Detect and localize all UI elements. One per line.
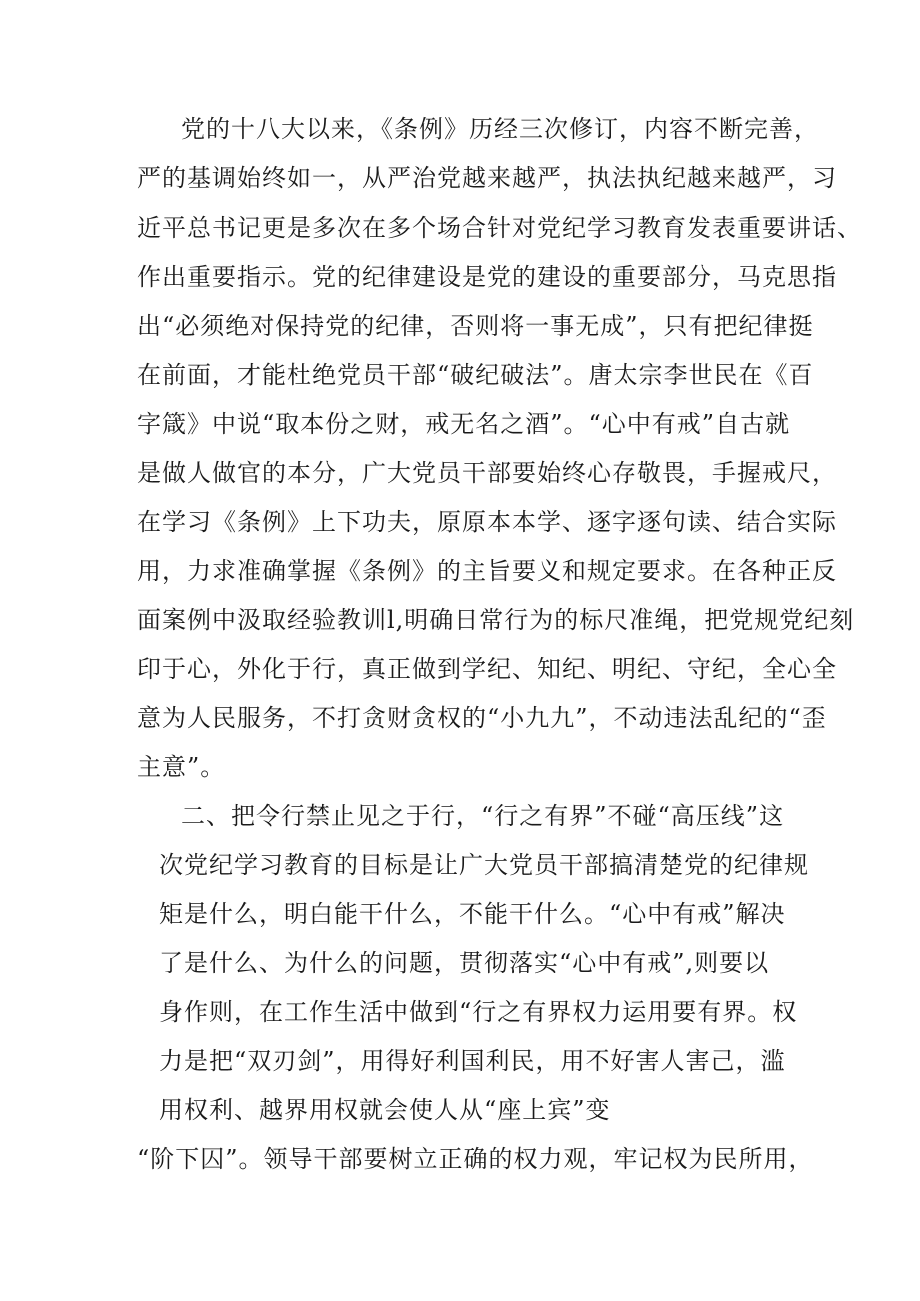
paragraph-2-line-3: 矩是什么，明白能干什么，不能干什么。“心中有戒”解决 <box>159 900 786 928</box>
paragraph-2-line-8: “阶下囚”。领导干部要树立正确的权力观，牢记权为民所用， <box>137 1145 814 1173</box>
paragraph-1-line-4: 作出重要指示。党的纪律建设是党的建设的重要部分，马克思指 <box>137 263 837 291</box>
paragraph-2-line-1: 二、把令行禁止见之于行，“行之有界”不碰“高压线”这 <box>181 802 785 830</box>
paragraph-1-line-14: 主意”。 <box>137 753 226 781</box>
paragraph-1-line-2: 严的基调始终如一，从严治党越来越严，执法执纪越来越严，习 <box>137 164 837 192</box>
paragraph-1-line-11: 面案例中汲取经验教训l,明确日常行为的标尺准绳，把党规党纪刻 <box>137 606 855 634</box>
paragraph-1-line-7: 字箴》中说“取本份之财，戒无名之酒”。“心中有戒”自古就 <box>137 410 791 438</box>
paragraph-1-line-1: 党的十八大以来，《条例》历经三次修订，内容不断完善， <box>181 115 819 143</box>
paragraph-1-line-9: 在学习《条例》上下功夫，原原本本学、逐字逐句读、结合实际 <box>137 508 837 536</box>
paragraph-1-line-5: 出“必须绝对保持党的纪律，否则将一事无成”，只有把纪律挺 <box>137 312 814 340</box>
paragraph-2-line-7: 用权利、越界用权就会使人从“座上宾”变 <box>159 1096 611 1124</box>
paragraph-1-line-6: 在前面，才能杜绝党员干部“破纪破法”。唐太宗李世民在《百 <box>137 361 814 389</box>
paragraph-2-line-2: 次党纪学习教育的目标是让广大党员干部搞清楚党的纪律规 <box>159 851 809 879</box>
paragraph-1-line-10: 用，力求准确掌握《条例》的主旨要义和规定要求。在各种正反 <box>137 557 837 585</box>
paragraph-2-line-5: 身作则，在工作生活中做到“行之有界权力运用要有界。权 <box>159 998 798 1026</box>
paragraph-1-line-13: 意为人民服务，不打贪财贪权的“小九九”，不动违法乱纪的“歪 <box>137 704 827 732</box>
paragraph-2-line-4: 了是什么、为什么的问题，贯彻落实“心中有戒”,则要以 <box>159 949 770 977</box>
paragraph-1-line-8: 是做人做官的本分，广大党员干部要始终心存敬畏，手握戒尺， <box>137 459 837 487</box>
paragraph-1-line-12: 印于心，外化于行，真正做到学纪、知纪、明纪、守纪，全心全 <box>137 655 837 683</box>
paragraph-1-line-3: 近平总书记更是多次在多个场合针对党纪学习教育发表重要讲话、 <box>137 214 862 242</box>
paragraph-2-line-6: 力是把“双刃剑”，用得好利国利民，用不好害人害己，滥 <box>159 1047 786 1075</box>
